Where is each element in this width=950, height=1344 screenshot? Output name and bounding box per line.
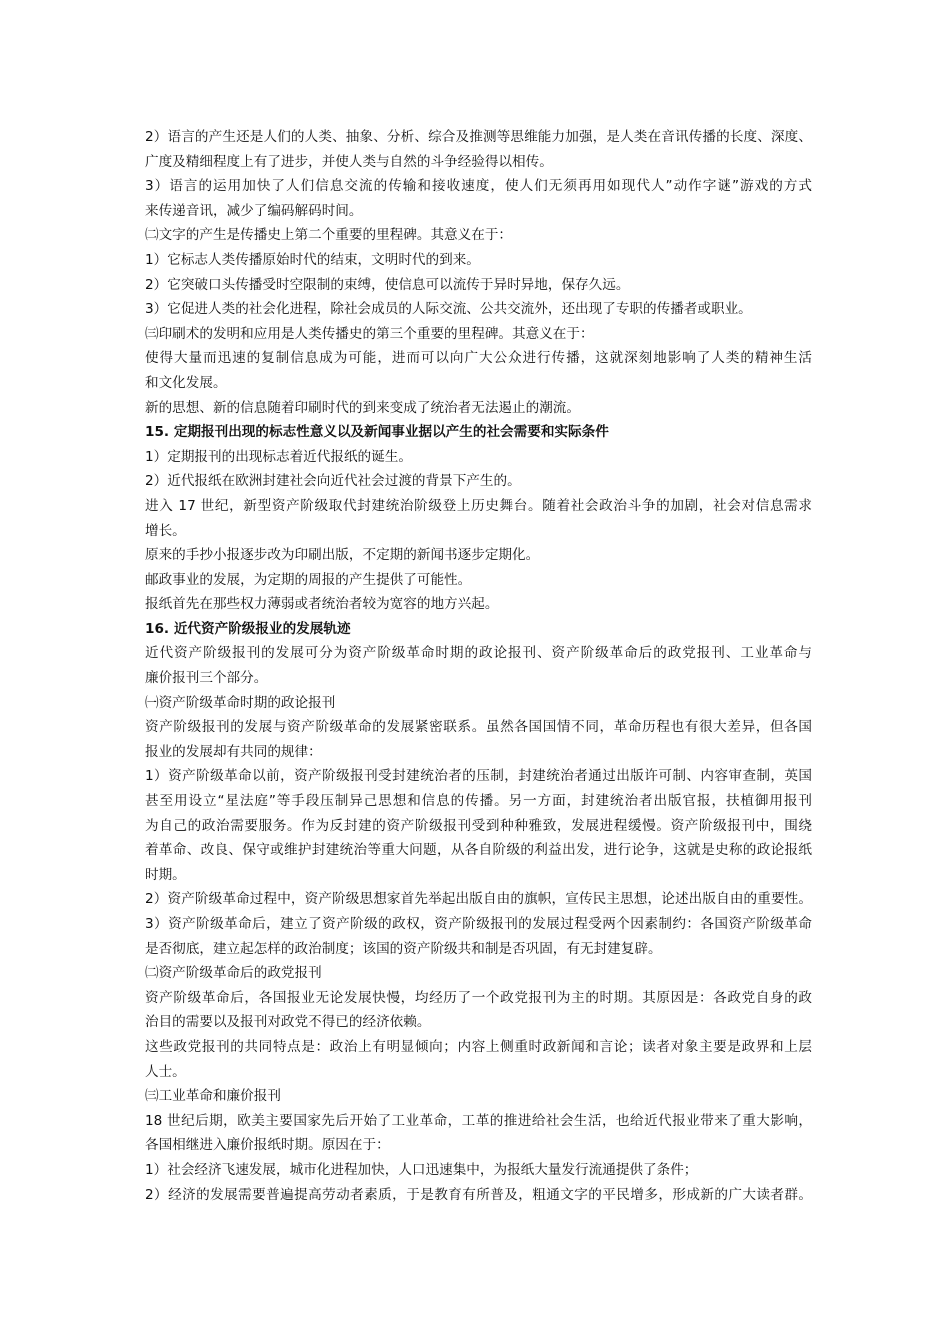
- paragraph-line: 进入 17 世纪，新型资产阶级取代封建统治阶级登上历史舞台。随着社会政治斗争的加剧，社会对信息需求: [145, 497, 812, 514]
- list-item: 1）定期报刊的出现标志着近代报纸的诞生。: [145, 448, 412, 465]
- list-item: 2）近代报纸在欧洲封建社会向近代社会过渡的背景下产生的。: [145, 473, 521, 490]
- list-item: 2）资产阶级革命过程中，资产阶级思想家首先举起出版自由的旗帜，宣传民主思想，论述出版自由的重要性。: [145, 891, 812, 908]
- paragraph-line: 这些政党报刊的共同特点是：政治上有明显倾向；内容上侧重时政新闻和言论；读者对象主要是政界和上层: [145, 1038, 812, 1055]
- paragraph-line: 来传递音讯，减少了编码解码时间。: [145, 202, 363, 219]
- paragraph-line: 18 世纪后期，欧美主要国家先后开始了工业革命，工革的推进给社会生活，也给近代报业带来了重大影响，: [145, 1112, 812, 1129]
- paragraph-line: 报纸首先在那些权力薄弱或者统治者较为宽容的地方兴起。: [145, 596, 499, 613]
- document-body: [145, 125, 812, 1207]
- paragraph-line: 和文化发展。: [145, 374, 227, 391]
- paragraph-line: 为自己的政治需要服务。作为反封建的资产阶级报刊受到种种雅致，发展进程缓慢。资产阶级报刊中，围绕: [145, 817, 812, 834]
- subheading-line: ㈢印刷术的发明和应用是人类传播史的第三个重要的里程碑。其意义在于：: [145, 325, 594, 342]
- paragraph-line: 2）语言的产生还是人们的人类、抽象、分析、综合及推测等思维能力加强，是人类在音讯传播的长度、深度、: [145, 129, 812, 145]
- paragraph-line: 治目的需要以及报刊对政党不得已的经济依赖。: [145, 1014, 431, 1031]
- list-item: 2）经济的发展需要普遍提高劳动者素质，于是教育有所普及，粗通文字的平民增多，形成新的广大读者群。: [145, 1186, 812, 1203]
- list-item: 3）资产阶级革命后，建立了资产阶级的政权，资产阶级报刊的发展过程受两个因素制约：各国资产阶级革命: [145, 916, 812, 932]
- subheading-line: ㈡资产阶级革命后的政党报刊: [145, 965, 322, 982]
- paragraph-line: 新的思想、新的信息随着印刷时代的到来变成了统治者无法遏止的潮流。: [145, 399, 580, 416]
- paragraph-line: 着革命、改良、保守或维护封建统治等重大问题，从各自阶级的利益出发，进行论争，这就是史称的政论报纸: [145, 842, 812, 859]
- list-item: 1）它标志人类传播原始时代的结束，文明时代的到来。: [145, 251, 480, 268]
- list-item: 3）它促进人类的社会化进程，除社会成员的人际交流、公共交流外，还出现了专职的传播者或职业。: [145, 301, 752, 318]
- list-item: 1）资产阶级革命以前，资产阶级报刊受封建统治者的压制，封建统治者通过出版许可制、内容审查制，英国: [145, 768, 812, 785]
- subheading-line: ㈡文字的产生是传播史上第二个重要的里程碑。其意义在于：: [145, 227, 513, 244]
- paragraph-line: 廉价报刊三个部分。: [145, 670, 268, 687]
- paragraph-line: 是否彻底，建立起怎样的政治制度；该国的资产阶级共和制是否巩固，有无封建复辟。: [145, 940, 662, 957]
- paragraph-line: 甚至用设立“星法庭”等手段压制异己思想和信息的传播。另一方面，封建统治者出版官报，扶植御用报刊: [145, 793, 812, 810]
- paragraph-line: 邮政事业的发展，为定期的周报的产生提供了可能性。: [145, 571, 472, 588]
- paragraph-line: 资产阶级报刊的发展与资产阶级革命的发展紧密联系。虽然各国国情不同，革命历程也有很大差异，但各国: [145, 719, 812, 736]
- paragraph-line: 近代资产阶级报刊的发展可分为资产阶级革命时期的政论报刊、资产阶级革命后的政党报刊、工业革命与: [145, 645, 812, 662]
- paragraph-line: 时期。: [145, 866, 186, 883]
- paragraph-line: 资产阶级革命后，各国报业无论发展快慢，均经历了一个政党报刊为主的时期。其原因是：各政党自身的政: [145, 989, 812, 1006]
- paragraph-line: 各国相继进入廉价报纸时期。原因在于：: [145, 1137, 390, 1154]
- list-item: 1）社会经济飞速发展，城市化进程加快，人口迅速集中，为报纸大量发行流通提供了条件；: [145, 1161, 698, 1178]
- subheading-line: ㈢工业革命和廉价报刊: [145, 1088, 281, 1105]
- paragraph-line: 原来的手抄小报逐步改为印刷出版，不定期的新闻书逐步定期化。: [145, 547, 540, 564]
- paragraph-line: 广度及精细程度上有了进步，并使人类与自然的斗争经验得以相传。: [145, 153, 553, 170]
- section-heading-16: 16. 近代资产阶级报业的发展轨迹: [145, 620, 351, 637]
- section-heading-15: 15. 定期报刊出现的标志性意义以及新闻事业据以产生的社会需要和实际条件: [145, 424, 609, 441]
- paragraph-line: 使得大量而迅速的复制信息成为可能，进而可以向广大公众进行传播，这就深刻地影响了人类的精神生活: [145, 350, 812, 367]
- paragraph-line: 3）语言的运用加快了人们信息交流的传输和接收速度，使人们无须再用如现代人”动作字谜”游戏的方式: [145, 178, 812, 195]
- paragraph-line: 人士。: [145, 1063, 186, 1080]
- paragraph-line: 增长。: [145, 522, 186, 539]
- list-item: 2）它突破口头传播受时空限制的束缚，使信息可以流传于异时异地，保存久远。: [145, 276, 630, 293]
- paragraph-line: 报业的发展却有共同的规律：: [145, 743, 322, 760]
- subheading-line: ㈠资产阶级革命时期的政论报刊: [145, 694, 336, 711]
